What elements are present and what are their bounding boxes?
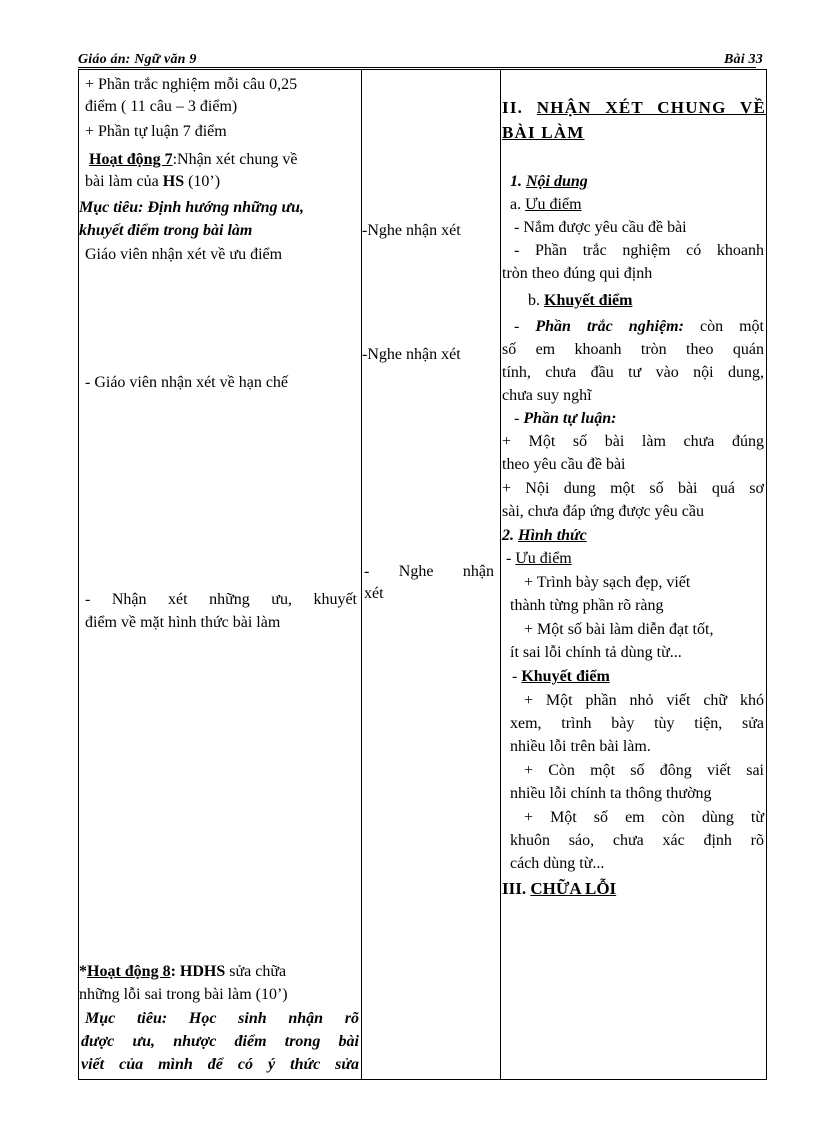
section-2-title-cont: BÀI LÀM <box>502 123 585 142</box>
activity-8-heading <box>79 961 286 983</box>
form-weakness-3-line-2: khuôn sáo, chưa xác định rõ <box>510 832 764 849</box>
section-2-title: NHẬN XÉT CHUNG VỀ <box>536 98 766 117</box>
weakness-subheading <box>528 290 632 312</box>
teacher-activity-column <box>79 70 359 1079</box>
mcq-text: còn một <box>683 318 764 335</box>
content-column <box>502 70 766 1079</box>
form-strength-2-line-1: + Một số bài làm diễn đạt tốt, <box>524 621 714 638</box>
form-weakness-2-line-2: nhiều lỗi chính ta thông thường <box>510 785 712 802</box>
essay-label: Phần tự luận: <box>523 410 617 427</box>
section-2-number: II. <box>502 98 537 117</box>
activity-7-label: Hoạt động 7 <box>89 151 173 168</box>
activity-8-colon: : <box>170 963 180 980</box>
content-number: 1. <box>510 173 526 190</box>
student-listen-1: -Nghe nhận xét <box>362 222 461 239</box>
activity-8-star: * <box>79 963 87 980</box>
form-weakness-subheading <box>512 666 610 688</box>
student-listen-3-line-2: xét <box>364 585 384 602</box>
column-divider-2 <box>500 70 501 1079</box>
header-lesson-number: Bài 33 <box>724 52 763 67</box>
mcq-label: Phần trắc nghiệm: <box>535 318 684 335</box>
activity-8-hdhs: HDHS <box>179 963 226 980</box>
teacher-comment-strengths: Giáo viên nhận xét về ưu điểm <box>85 246 283 263</box>
objective-1-line-1: Mục tiêu: Định hướng những ưu, <box>79 199 304 216</box>
form-weakness-title: Khuyết điểm <box>521 668 610 685</box>
form-weakness-3-line-1: + Một số em còn dùng từ <box>524 809 764 826</box>
mcq-weakness-line-2: số em khoanh tròn theo quán <box>502 341 764 358</box>
form-strength-1-line-1: + Trình bày sạch đẹp, viết <box>524 574 691 591</box>
strength-item-1: - Nắm được yêu cầu đề bài <box>514 219 687 236</box>
form-weakness-1-line-2: xem, trình bày tùy tiện, sửa <box>510 715 764 732</box>
lesson-table <box>78 69 767 1080</box>
strength-item-2-line-2: tròn theo đúng qui định <box>502 265 653 282</box>
strengths-title: Ưu điểm <box>525 196 582 213</box>
form-weakness-3-line-3: cách dùng từ... <box>510 855 605 872</box>
essay-dash: - <box>514 410 524 427</box>
form-comment-line-2: điểm về mặt hình thức bài làm <box>85 614 281 631</box>
form-weakness-2-line-1: + Còn một số đông viết sai <box>524 762 764 779</box>
student-listen-3-line-1: - Nghe nhận <box>364 563 494 580</box>
activity-8-line-2: những lỗi sai trong bài làm (10’) <box>79 986 288 1003</box>
essay-subheading <box>514 408 617 430</box>
section-3-title: CHỮA LỖI <box>530 879 617 898</box>
weakness-letter: b. <box>528 292 544 309</box>
content-title: Nội dung <box>526 173 588 190</box>
section-3-number: III. <box>502 879 531 898</box>
form-number: 2. <box>502 527 518 544</box>
form-weakness-1-line-3: nhiều lỗi trên bài làm. <box>510 738 651 755</box>
form-subheading <box>502 525 587 547</box>
teacher-comment-weaknesses: - Giáo viên nhận xét về hạn chế <box>85 374 289 391</box>
student-listen-2: -Nghe nhận xét <box>362 346 461 363</box>
strength-item-2-line-1: - Phần trắc nghiệm có khoanh <box>514 242 764 259</box>
activity-7-text: bài làm của <box>85 173 163 190</box>
form-strengths-dash: - <box>506 550 516 567</box>
scoring-line-1: + Phần trắc nghiệm mỗi câu 0,25 <box>85 76 298 93</box>
form-strength-2-line-2: ít sai lỗi chính tả dùng từ... <box>510 644 682 661</box>
strengths-subheading <box>510 194 582 216</box>
scoring-line-3: + Phần tự luận 7 điểm <box>85 123 227 140</box>
scoring-line-2: điểm ( 11 câu – 3 điểm) <box>85 98 238 115</box>
essay-item-2-line-2: sài, chưa đáp ứng được yêu cầu <box>502 503 704 520</box>
form-weakness-dash: - <box>512 668 522 685</box>
objective-2-line-2: được ưu, nhược điểm trong bài <box>81 1033 359 1050</box>
essay-item-1-line-1: + Một số bài làm chưa đúng <box>502 433 764 450</box>
form-title: Hình thức <box>518 527 587 544</box>
header-lesson-plan: Giáo án: Ngữ văn 9 <box>78 52 197 67</box>
essay-item-1-line-2: theo yêu cầu đề bài <box>502 456 626 473</box>
strengths-letter: a. <box>510 196 526 213</box>
form-strengths-title: Ưu điểm <box>515 550 572 567</box>
activity-7-hs: HS <box>162 173 185 190</box>
activity-8-title: sửa chữa <box>225 963 287 980</box>
objective-1-line-2: khuyết điểm trong bài làm <box>79 222 253 239</box>
content-subheading <box>510 171 588 193</box>
weakness-title: Khuyết điểm <box>544 292 633 309</box>
section-2-heading-line-1 <box>502 97 766 119</box>
activity-7-time: (10’) <box>184 173 221 190</box>
activity-7-title: :Nhận xét chung về <box>172 151 298 168</box>
header-rule <box>78 67 756 68</box>
activity-7-line-2 <box>85 171 220 193</box>
form-weakness-1-line-1: + Một phần nhỏ viết chữ khó <box>524 692 764 709</box>
form-strength-1-line-2: thành từng phần rõ ràng <box>510 597 664 614</box>
activity-7-heading <box>89 149 297 171</box>
mcq-weakness-line-1 <box>514 316 764 338</box>
section-2-heading-line-2 <box>502 122 585 144</box>
section-3-heading <box>502 878 616 900</box>
objective-2-line-3: viết của mình để có ý thức sửa <box>81 1056 359 1073</box>
form-strengths-subheading <box>506 548 572 570</box>
essay-item-2-line-1: + Nội dung một số bài quá sơ <box>502 480 764 497</box>
objective-2-line-1: Mục tiêu: Học sinh nhận rõ <box>85 1010 359 1027</box>
mcq-dash: - <box>514 318 536 335</box>
student-activity-column <box>362 70 498 1079</box>
activity-8-label: Hoạt động 8 <box>87 963 171 980</box>
form-comment-line-1: - Nhận xét những ưu, khuyết <box>85 591 357 608</box>
mcq-weakness-line-3: tính, chưa đầu tư vào nội dung, <box>502 364 764 381</box>
mcq-weakness-line-4: chưa suy nghĩ <box>502 387 592 404</box>
